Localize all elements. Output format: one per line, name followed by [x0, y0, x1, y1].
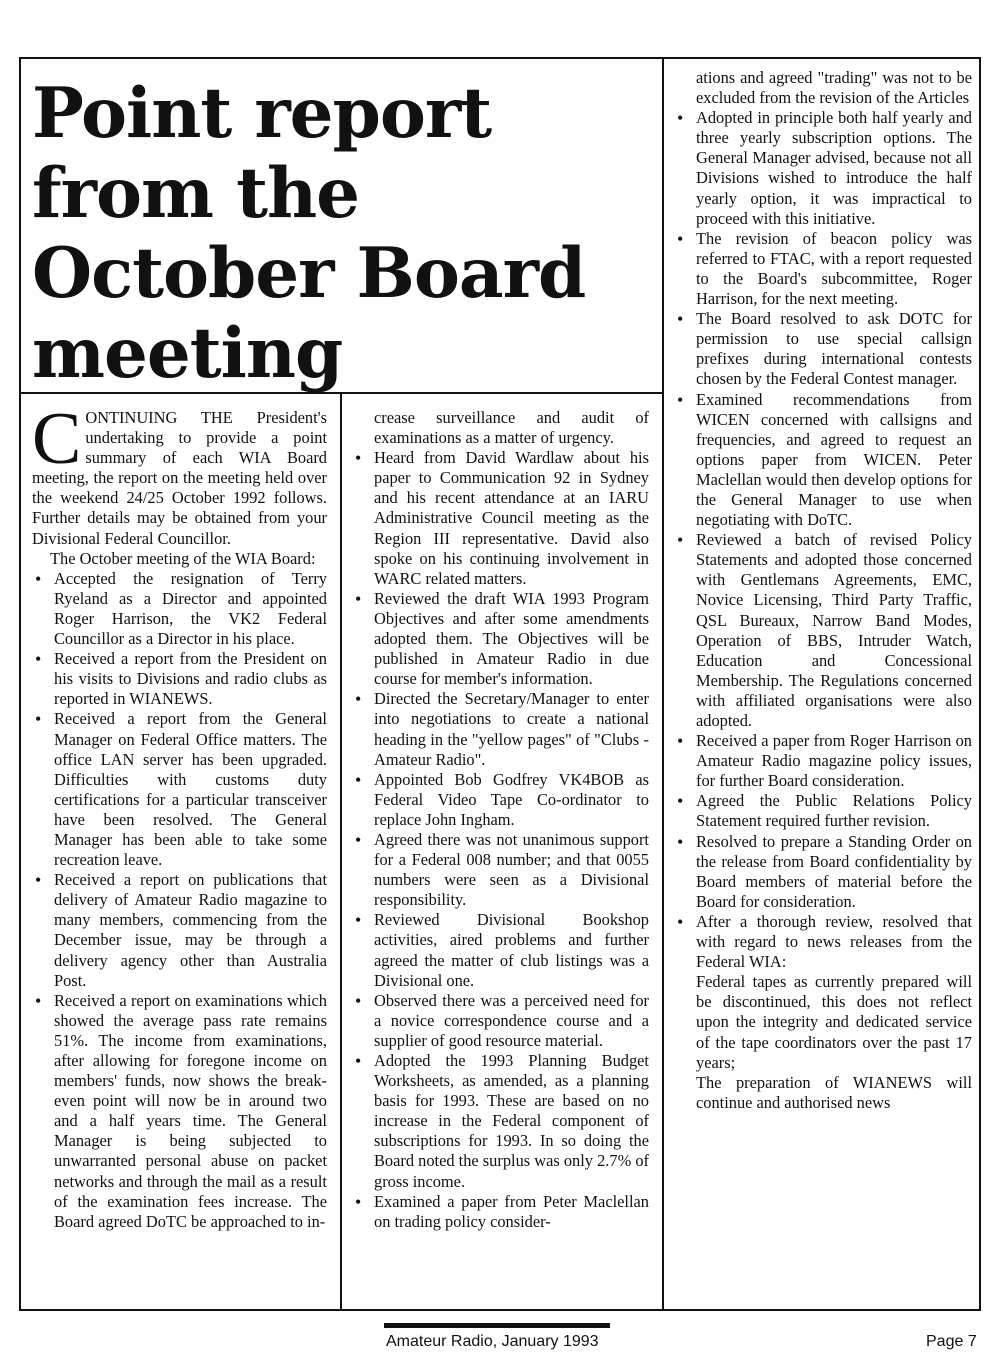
column-2	[352, 408, 649, 1232]
column-divider-right	[662, 57, 664, 1311]
list-item: • Observed there was a perceived need for a novice correspondence course and a supplier of good resource material.	[352, 991, 649, 1051]
list-item: • Received a report on examinations which showed the average pass rate remains 51%. The income from examinations, after allowing for foregone income on members' funds, now shows the break-even point will now be in around two and a half years time. The General Manager is being subjected to unwarranted personal abuse on packet networks and through the mail as a result of the examination fees increase. The Board agreed DoTC be approached to in-	[32, 991, 327, 1232]
list-item: • Reviewed the draft WIA 1993 Program Objectives and after some amendments adopted them. The Objectives will be published in Amateur Radio in due course for member's information.	[352, 589, 649, 689]
list-item: • Received a report from the President on his visits to Divisions and radio clubs as reported in WIANEWS.	[32, 649, 327, 709]
list-item: • Heard from David Wardlaw about his paper to Communication 92 in Sydney and his recent attendance at an IARU Administrative Council meeting as the Region III representative. David also spoke on his continuing involvement in WARC related matters.	[352, 448, 649, 589]
list-item: • Agreed the Public Relations Policy Statement required further revision.	[674, 791, 972, 831]
list-item: • Accepted the resignation of Terry Ryeland as a Director and appointed Roger Harrison, the VK2 Federal Councillor as a Director in his place.	[32, 569, 327, 649]
list-item: • Directed the Secretary/Manager to enter into negotiations to create a national heading in the "yellow pages" of "Clubs -Amateur Radio".	[352, 689, 649, 769]
column-1-list	[32, 569, 327, 1232]
list-item: • After a thorough review, resolved that with regard to news releases from the Federal WIA:	[674, 912, 972, 972]
list-item: • Examined a paper from Peter Maclellan on trading policy consider-	[352, 1192, 649, 1232]
column-divider-middle	[340, 393, 342, 1311]
list-item: • Appointed Bob Godfrey VK4BOB as Federal Video Tape Co-ordinator to replace John Ingham.	[352, 770, 649, 830]
footer-bar	[384, 1323, 610, 1328]
list-item: • Reviewed a batch of revised Policy Statements and adopted those concerned with Gentlemans Agreements, EMC, Novice Licensing, Third Party Traffic, QSL Bureaux, Narrow Band Modes, Operation of BBS, Intruder Watch, Education and Concessional Membership. The Regulations concerned with affiliated organisations were also adopted.	[674, 530, 972, 731]
column-2-list	[352, 448, 649, 1232]
list-item: • Received a report from the General Manager on Federal Office matters. The office LAN server has been upgraded. Difficulties with customs duty certifications for a particular transceiver have been resolved. The General Manager has been able to take some recreation leave.	[32, 709, 327, 870]
drop-cap: C	[32, 398, 82, 480]
list-item: • Reviewed Divisional Bookshop activities, aired problems and further agreed the matter of club listings was a Divisional one.	[352, 910, 649, 990]
sub-paragraph: The preparation of WIANEWS will continue and authorised news	[696, 1072, 972, 1112]
column-3	[674, 68, 972, 1113]
sub-paragraph: Federal tapes as currently prepared will be discontinued, this does not reflect upon the integrity and dedicated service of the tape coordinators over the past 17 years;	[696, 972, 972, 1072]
list-item: • Resolved to prepare a Standing Order on the release from Board confidentiality by Board members of material before the Board for consideration.	[674, 832, 972, 912]
continuation-text: crease surveillance and audit of examinations as a matter of urgency.	[374, 408, 649, 448]
footer-page-number: Page 7	[926, 1333, 977, 1350]
list-item: • The Board resolved to ask DOTC for permission to use special callsign prefixes during international contests chosen by the Federal Contest manager.	[674, 309, 972, 389]
article-title: Point report from the October Board meeting	[32, 73, 586, 394]
list-item: • Examined recommendations from WICEN concerned with callsigns and frequencies, and agreed to request an options paper from WICEN. Peter Maclellan would then develop options for the General Manager to use when negotiating with DoTC.	[674, 390, 972, 531]
list-item: • Adopted in principle both half yearly and three yearly subscription options. The General Manager advised, because not all Divisions wished to introduce the half yearly option, it was impractical to proceed with this initiative.	[674, 108, 972, 229]
list-item: • Received a paper from Roger Harrison on Amateur Radio magazine policy issues, for further Board consideration.	[674, 731, 972, 791]
list-item: • Agreed there was not unanimous support for a Federal 008 number; and that 0055 numbers were seen as a Divisional responsibility.	[352, 830, 649, 910]
footer-publication: Amateur Radio, January 1993	[386, 1333, 599, 1350]
list-item: • Adopted the 1993 Planning Budget Worksheets, as amended, as a planning basis for 1993. These are based on no increase in the Federal component of subscriptions for 1993. In so doing the Board noted the surplus was only 2.7% of gross income.	[352, 1051, 649, 1192]
column-1	[32, 398, 327, 1232]
list-item: • Received a report on publications that delivery of Amateur Radio magazine to many members, commencing from the December issue, may be through a delivery agency other than Australia Post.	[32, 870, 327, 991]
intro-paragraph: CONTINUING THE President's undertaking to provide a point summary of each WIA Board meeting, the report on the meeting held over the weekend 24/25 October 1992 follows. Further details may be obtained from your Divisional Federal Councillor.	[32, 398, 327, 548]
lead-sentence: The October meeting of the WIA Board:	[50, 548, 316, 568]
list-item: • The revision of beacon policy was referred to FTAC, with a report requested to the Board's subcommittee, Roger Harrison, for the next meeting.	[674, 229, 972, 309]
continuation-text: ations and agreed "trading" was not to be excluded from the revision of the Articles	[696, 68, 972, 108]
column-3-list	[674, 108, 972, 1113]
